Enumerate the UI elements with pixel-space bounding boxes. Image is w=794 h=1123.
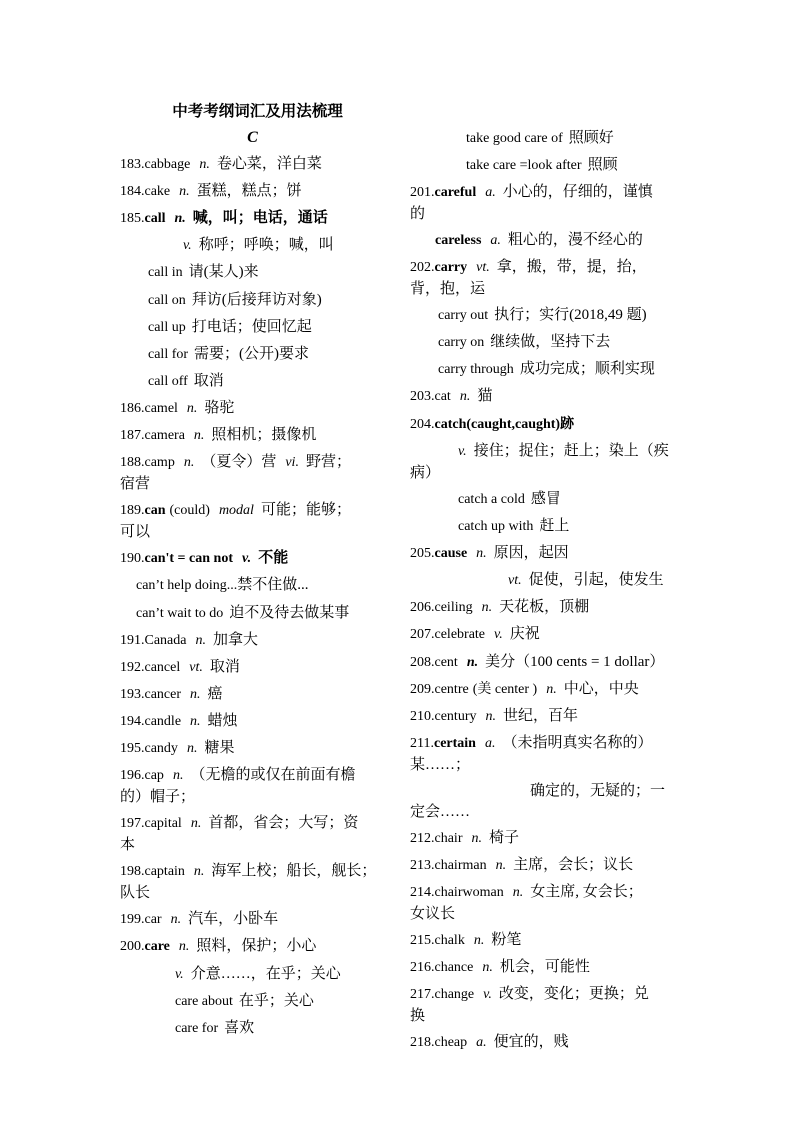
phrase-definition: 执行；实行(2018,49 题) (494, 307, 647, 324)
entry-192-cancel (120, 657, 395, 679)
definition: 女主席, 女会长； (530, 884, 643, 901)
entry-185-call (120, 208, 395, 230)
entry-190-cant (120, 548, 395, 570)
entry-number: 193. (120, 687, 145, 702)
entry-number: 194. (120, 714, 145, 730)
phrase-call-up (120, 317, 395, 339)
definition: 粉笔 (491, 932, 522, 949)
phrase-catch-up-with (410, 516, 678, 538)
entry-number: 199. (120, 912, 145, 928)
entry-number: 207. (410, 627, 435, 643)
phrase-definition: 成功完成；顺利实现 (519, 361, 655, 378)
part-of-speech: n. (190, 816, 202, 832)
phrase-cant-wait-to-do (120, 603, 395, 625)
entry-196-cap (120, 765, 395, 808)
part-of-speech: v. (183, 238, 192, 254)
part-of-speech: a. (485, 185, 496, 201)
section-letter: C (247, 128, 258, 146)
phrase-definition: 拜访(后接拜访对象) (191, 291, 322, 308)
phrase-definition: 打电话；使回忆起 (191, 318, 312, 335)
page-title: 中考考纲词汇及用法梳理 (172, 102, 343, 120)
definition: 机会，可能性 (499, 959, 590, 976)
phrase: care for (175, 1020, 219, 1036)
headword: cancel (144, 659, 181, 675)
definition: 确定的，无疑的；一 (530, 782, 666, 799)
phrase-cant-help-doing (120, 575, 395, 597)
phrase-definition: 感冒 (530, 490, 561, 507)
definition: （无檐的或仅在前面有檐 (190, 767, 356, 784)
definition: 蛋糕，糕点；饼 (196, 183, 302, 200)
phrase-definition: 继续做，坚持下去 (490, 334, 611, 351)
entry-199-car (120, 909, 395, 931)
entry-198-captain (120, 861, 395, 904)
headword: cause (434, 545, 468, 561)
part-of-speech: v. (241, 551, 252, 567)
definition: 中心，中央 (563, 680, 639, 697)
definition: 骆驼 (204, 400, 235, 417)
entry-216-chance (410, 957, 678, 979)
headword: centre (434, 681, 469, 697)
phrase-call-on (120, 290, 395, 312)
headword: cake (144, 184, 171, 200)
headword: cabbage (144, 156, 191, 172)
entry-191-canada (120, 630, 395, 652)
entry-number: 192. (120, 659, 145, 675)
entry-number: 183. (120, 156, 145, 172)
part-of-speech: n. (178, 939, 190, 955)
headword: cat (434, 389, 451, 405)
headword: Canada (144, 632, 187, 648)
definition: 便宜的，贱 (493, 1034, 569, 1051)
entry-number: 208. (410, 654, 435, 670)
part-of-speech: modal (218, 503, 254, 519)
part-of-speech: n. (190, 714, 201, 730)
phrase: carry out (438, 308, 489, 324)
part-of-speech: a. (476, 1035, 487, 1051)
definition: 汽车，小卧车 (188, 911, 279, 928)
entry-209-centre (410, 679, 678, 701)
phrase-carry-on (410, 332, 678, 354)
part-of-speech: n. (459, 389, 471, 405)
entry-number: 184. (120, 184, 145, 200)
entry-number: 190. (120, 551, 145, 567)
definition-continued: 某……； (410, 756, 471, 773)
definition-2: 野营； (305, 454, 351, 471)
headword: cancer (144, 687, 182, 702)
sense-call-verb (120, 235, 395, 257)
sense-cause-verb (410, 570, 678, 592)
headword: capital (144, 816, 182, 832)
entry-201-careful (410, 182, 678, 225)
phrase-definition: 照顾好 (568, 129, 614, 146)
entry-number: 196. (120, 768, 145, 784)
entry-number: 210. (410, 708, 435, 724)
headword: certain (433, 735, 476, 751)
entry-number: 206. (410, 600, 435, 616)
headword: car (144, 912, 162, 928)
entry-207-celebrate (410, 624, 678, 646)
part-of-speech-2: vi. (285, 455, 299, 471)
phrase: call for (148, 346, 189, 362)
part-of-speech: n. (482, 960, 493, 976)
part-of-speech: n. (512, 885, 524, 901)
entry-193-cancer (120, 684, 395, 706)
definition: 改变，变化；更换；兑 (498, 986, 649, 1003)
phrase: carry on (438, 335, 485, 351)
part-of-speech: vt. (508, 573, 522, 589)
sense-certain-2 (410, 781, 678, 823)
entry-number: 198. (120, 864, 145, 880)
phrase-definition: 赶上 (539, 517, 570, 534)
entry-194-candle (120, 711, 395, 733)
sense-catch-verb (410, 441, 678, 484)
headword: camp (144, 455, 175, 471)
entry-188-camp (120, 452, 395, 495)
headword: can't = can not (144, 551, 233, 567)
headword: change (434, 987, 475, 1003)
entry-number: 187. (120, 428, 145, 444)
phrase-call-in (120, 262, 395, 284)
phrase-care-for (120, 1018, 395, 1040)
definition: 照料，保护；小心 (196, 938, 317, 955)
sense-care-verb (120, 964, 395, 986)
headword: can (144, 503, 166, 519)
entry-212-chair (410, 828, 678, 850)
headword: care (144, 939, 170, 955)
headword: chalk (434, 933, 465, 949)
entry-number: 202. (410, 260, 435, 276)
entry-205-cause (410, 543, 678, 565)
headword: cheap (434, 1035, 468, 1051)
headword: captain (144, 864, 185, 880)
part-of-speech: n. (183, 455, 195, 471)
headword: chairwoman (434, 885, 504, 901)
part-of-speech: n. (170, 912, 182, 928)
entry-208-cent (410, 652, 678, 674)
entry-number: 203. (410, 389, 435, 405)
entry-218-cheap (410, 1032, 678, 1054)
entry-number: 197. (120, 816, 145, 832)
headword: candle (144, 714, 182, 730)
phrase: take care =look after (466, 157, 582, 173)
entry-189-can (120, 500, 395, 543)
headword: chairman (434, 857, 487, 873)
phrase: carry through (438, 362, 514, 378)
definition: 海军上校；船长，舰长； (211, 863, 377, 880)
part-of-speech: n. (174, 211, 186, 227)
part-of-speech: v. (458, 443, 467, 459)
entry-204-catch (410, 414, 678, 436)
entry-number: 195. (120, 741, 145, 757)
entry-number: 200. (120, 939, 145, 955)
phrase-take-good-care-of (410, 128, 678, 150)
entry-206-ceiling (410, 597, 678, 619)
headword: century (434, 708, 477, 724)
part-of-speech: n. (195, 632, 206, 648)
entry-200-care (120, 936, 395, 958)
headword: call (144, 211, 166, 227)
definition: 取消 (209, 658, 240, 675)
definition: 庆祝 (509, 626, 540, 643)
phrase-care-about (120, 991, 395, 1013)
part-of-speech: n. (466, 654, 479, 670)
phrase: can’t wait to do (136, 605, 224, 621)
definition: 美分（100 cents = 1 dollar） (485, 653, 665, 670)
entry-213-chairman (410, 855, 678, 877)
definition: 称呼；呼唤；喊，叫 (198, 237, 334, 254)
part-of-speech: vt. (476, 260, 490, 276)
phrase: call in (148, 265, 183, 281)
word-note: (美 center ) (472, 681, 538, 697)
phrase: catch a cold (458, 491, 525, 507)
definition-continued: 定会…… (410, 803, 471, 820)
entry-195-candy (120, 738, 395, 760)
phrase-definition: 照顾 (587, 156, 618, 173)
definition: 卷心菜，洋白菜 (216, 155, 322, 172)
definition: 糖果 (204, 740, 235, 757)
right-column (410, 128, 678, 1060)
entry-217-change (410, 984, 678, 1027)
phrase-carry-out (410, 305, 678, 327)
headword: careful (434, 185, 477, 201)
phrase: call up (148, 319, 186, 335)
entry-number: 216. (410, 960, 435, 976)
entry-number: 205. (410, 545, 435, 561)
phrase-definition: 在乎；关心 (238, 992, 314, 1009)
entry-214-chairwoman (410, 882, 678, 925)
definition: 接住；捉住；赶上；染上（疾 (473, 442, 669, 459)
part-of-speech: v. (175, 966, 184, 982)
part-of-speech: n. (471, 830, 482, 846)
entry-careless (410, 230, 678, 252)
definition: 蜡烛 (207, 713, 238, 730)
phrase-definition: 喜欢 (224, 1019, 255, 1036)
phrase-definition: 请(某人)来 (188, 264, 259, 281)
definition: 主席，会长；议长 (513, 856, 634, 873)
definition: （夏令）营 (201, 454, 277, 471)
entry-number: 214. (410, 885, 435, 901)
phrase-call-for (120, 344, 395, 366)
phrase-definition: 需要；(公开)要求 (194, 345, 310, 362)
entry-number: 215. (410, 933, 435, 949)
entry-183-cabbage (120, 154, 395, 176)
headword: candy (144, 741, 178, 757)
definition-continued: 女议长 (410, 905, 456, 922)
headword: catch(caught,caught)跡 (434, 416, 575, 432)
part-of-speech: v. (483, 987, 492, 1003)
entry-number: 189. (120, 503, 145, 519)
entry-202-carry (410, 257, 678, 300)
part-of-speech: n. (186, 741, 198, 757)
part-of-speech: n. (546, 681, 557, 697)
phrase-carry-through (410, 359, 678, 381)
part-of-speech: n. (172, 768, 184, 784)
definition-continued: 病） (410, 464, 441, 481)
part-of-speech: n. (186, 401, 198, 417)
phrase-definition: 取消 (193, 373, 224, 389)
definition: 促使，引起，使发生 (528, 572, 664, 589)
definition: 小心的，仔细的，谨慎 (502, 184, 653, 201)
entry-number: 218. (410, 1035, 435, 1051)
headword: ceiling (434, 600, 473, 616)
definition: 癌 (207, 686, 223, 702)
phrase-catch-a-cold (410, 489, 678, 511)
definition-continued: 的 (410, 205, 426, 222)
entry-number: 191. (120, 632, 145, 648)
definition: （未指明真实名称的） (502, 734, 653, 751)
definition: 椅子 (488, 829, 519, 846)
headword: careless (435, 232, 482, 248)
entry-number: 211. (410, 735, 434, 751)
definition: 原因，起因 (493, 544, 569, 561)
entry-number: 209. (410, 681, 435, 697)
definition: 喊，叫；电话，通话 (192, 210, 328, 227)
entry-197-capital (120, 813, 395, 856)
entry-number: 217. (410, 987, 435, 1003)
entry-184-cake (120, 181, 395, 203)
entry-number: 213. (410, 857, 435, 873)
definition-continued: 队长 (120, 885, 151, 902)
entry-186-camel (120, 398, 395, 420)
headword: cent (434, 654, 458, 670)
phrase: call on (148, 292, 186, 308)
phrase: take good care of (466, 130, 563, 146)
word-note: (could) (169, 503, 210, 519)
part-of-speech: n. (193, 428, 205, 444)
phrase: can’t help doing... (136, 578, 238, 594)
headword: carry (434, 260, 468, 276)
entry-number: 185. (120, 211, 145, 227)
part-of-speech: n. (485, 708, 496, 724)
headword: chance (434, 960, 474, 976)
entry-187-camera (120, 425, 395, 447)
left-column (120, 102, 395, 1045)
definition-continued: 宿营 (120, 476, 151, 493)
definition-continued: 可以 (120, 524, 151, 541)
phrase-definition: 迫不及待去做某事 (229, 604, 350, 621)
definition-continued: 背，抱，运 (410, 280, 486, 297)
headword: celebrate (434, 627, 486, 643)
phrase: care about (175, 993, 233, 1009)
part-of-speech: vt. (189, 659, 203, 675)
part-of-speech: n. (193, 864, 205, 880)
definition: 可能；能够； (260, 502, 351, 519)
definition-continued: 的）帽子； (120, 789, 196, 806)
definition-continued: 本 (120, 837, 136, 854)
definition-continued: 换 (410, 1008, 426, 1025)
part-of-speech: n. (199, 156, 210, 172)
entry-210-century (410, 706, 678, 728)
part-of-speech: a. (484, 735, 496, 751)
definition: 天花板，顶棚 (499, 599, 590, 616)
part-of-speech: n. (473, 933, 485, 949)
entry-211-certain (410, 733, 678, 776)
part-of-speech: n. (179, 184, 190, 200)
phrase: call off (148, 374, 188, 389)
definition: 猫 (477, 388, 493, 405)
entry-203-cat (410, 386, 678, 408)
definition: 加拿大 (212, 631, 258, 648)
entry-number: 186. (120, 401, 145, 417)
headword: camel (144, 401, 178, 417)
definition: 介意……，在乎；关心 (190, 965, 341, 982)
part-of-speech: a. (490, 232, 501, 248)
phrase-call-off (120, 371, 395, 393)
phrase: catch up with (458, 518, 534, 534)
definition: 世纪，百年 (502, 707, 578, 724)
part-of-speech: n. (476, 545, 487, 561)
entry-number: 212. (410, 830, 435, 846)
part-of-speech: n. (495, 857, 507, 873)
definition: 照相机；摄像机 (211, 427, 317, 444)
part-of-speech: v. (494, 627, 503, 643)
entry-number: 201. (410, 185, 435, 201)
definition: 拿，搬，带，提，抬， (496, 259, 647, 276)
phrase-definition: 禁不住做... (237, 577, 309, 594)
headword: chair (434, 830, 463, 846)
entry-number: 188. (120, 455, 145, 471)
definition: 首都，省会；大写；资 (208, 815, 359, 832)
entry-215-chalk (410, 930, 678, 952)
headword: cap (144, 768, 164, 784)
entry-number: 204. (410, 416, 435, 432)
headword: camera (144, 428, 185, 444)
phrase-take-care (410, 155, 678, 177)
part-of-speech: n. (481, 600, 493, 616)
part-of-speech: n. (190, 687, 201, 702)
definition: 不能 (258, 550, 289, 567)
definition: 粗心的，漫不经心的 (507, 231, 643, 248)
